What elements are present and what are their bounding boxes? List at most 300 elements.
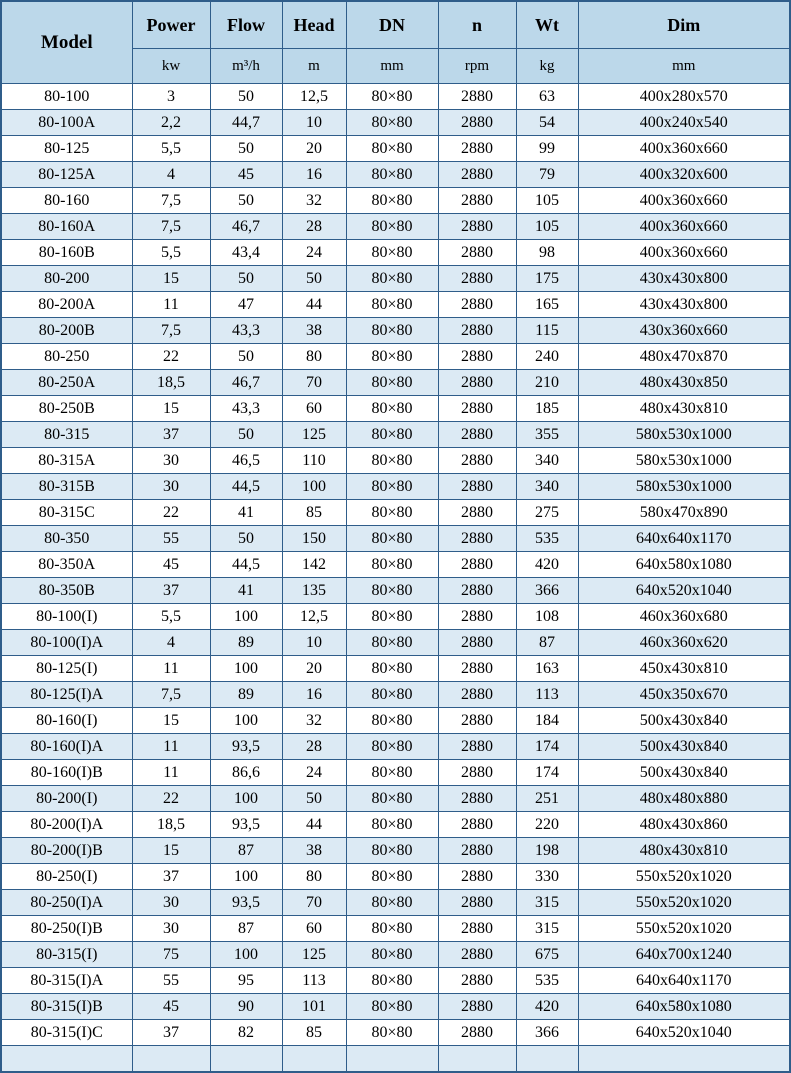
cell-wt: 108 <box>516 604 578 630</box>
cell-model: 80-350B <box>1 578 132 604</box>
cell-model: 80-315(I)A <box>1 968 132 994</box>
cell-dn: 80×80 <box>346 448 438 474</box>
cell-dn: 80×80 <box>346 942 438 968</box>
cell-dn: 80×80 <box>346 422 438 448</box>
cell-power: 45 <box>132 994 210 1020</box>
cell-head: 70 <box>282 370 346 396</box>
cell-head: 50 <box>282 266 346 292</box>
cell-model: 80-125A <box>1 162 132 188</box>
cell-dn: 80×80 <box>346 552 438 578</box>
cell-wt: 87 <box>516 630 578 656</box>
cell-head: 85 <box>282 500 346 526</box>
cell-flow: 93,5 <box>210 734 282 760</box>
table-row <box>1 526 790 552</box>
cell-n: 2880 <box>438 916 516 942</box>
cell-flow: 47 <box>210 292 282 318</box>
cell-model: 80-160A <box>1 214 132 240</box>
cell-head: 20 <box>282 136 346 162</box>
cell-dn: 80×80 <box>346 916 438 942</box>
cell-dim: 640x580x1080 <box>578 552 790 578</box>
cell-dn: 80×80 <box>346 812 438 838</box>
cell-head: 113 <box>282 968 346 994</box>
cell-flow: 46,7 <box>210 370 282 396</box>
cell-dn: 80×80 <box>346 734 438 760</box>
table-row <box>1 474 790 500</box>
cell-model: 80-200B <box>1 318 132 344</box>
cell-dim: 640x520x1040 <box>578 1020 790 1046</box>
cell-head: 28 <box>282 214 346 240</box>
table-row <box>1 266 790 292</box>
cell-n: 2880 <box>438 474 516 500</box>
cell-dim: 400x320x600 <box>578 162 790 188</box>
cell-head: 32 <box>282 188 346 214</box>
table-row <box>1 214 790 240</box>
cell-head: 24 <box>282 760 346 786</box>
cell-n: 2880 <box>438 630 516 656</box>
cell-head <box>282 1046 346 1073</box>
cell-model: 80-250(I)B <box>1 916 132 942</box>
table-row <box>1 188 790 214</box>
cell-dim: 550x520x1020 <box>578 890 790 916</box>
cell-power: 11 <box>132 656 210 682</box>
cell-dn: 80×80 <box>346 786 438 812</box>
unit-header-dn: mm <box>346 49 438 84</box>
cell-wt: 163 <box>516 656 578 682</box>
cell-power: 11 <box>132 760 210 786</box>
cell-flow: 45 <box>210 162 282 188</box>
unit-header-wt: kg <box>516 49 578 84</box>
cell-wt: 315 <box>516 890 578 916</box>
cell-head: 24 <box>282 240 346 266</box>
cell-head: 28 <box>282 734 346 760</box>
cell-head: 12,5 <box>282 604 346 630</box>
cell-power: 37 <box>132 1020 210 1046</box>
cell-power: 15 <box>132 396 210 422</box>
table-row <box>1 84 790 110</box>
cell-dim: 400x360x660 <box>578 214 790 240</box>
cell-model: 80-315A <box>1 448 132 474</box>
table-row <box>1 1046 790 1073</box>
cell-model: 80-100 <box>1 84 132 110</box>
cell-dn: 80×80 <box>346 526 438 552</box>
cell-dim: 400x280x570 <box>578 84 790 110</box>
cell-head: 50 <box>282 786 346 812</box>
cell-wt: 275 <box>516 500 578 526</box>
cell-n: 2880 <box>438 734 516 760</box>
cell-model: 80-160(I)B <box>1 760 132 786</box>
cell-wt: 165 <box>516 292 578 318</box>
cell-flow: 50 <box>210 188 282 214</box>
cell-flow: 93,5 <box>210 812 282 838</box>
cell-flow: 41 <box>210 578 282 604</box>
cell-head: 60 <box>282 396 346 422</box>
cell-dim: 480x430x810 <box>578 838 790 864</box>
cell-power: 7,5 <box>132 682 210 708</box>
cell-dim: 500x430x840 <box>578 734 790 760</box>
cell-n: 2880 <box>438 370 516 396</box>
cell-dim: 400x240x540 <box>578 110 790 136</box>
cell-power: 45 <box>132 552 210 578</box>
cell-dn: 80×80 <box>346 344 438 370</box>
cell-dn: 80×80 <box>346 838 438 864</box>
cell-flow: 86,6 <box>210 760 282 786</box>
cell-power: 4 <box>132 162 210 188</box>
cell-n: 2880 <box>438 344 516 370</box>
cell-head: 101 <box>282 994 346 1020</box>
cell-wt: 79 <box>516 162 578 188</box>
cell-power: 2,2 <box>132 110 210 136</box>
cell-power: 15 <box>132 708 210 734</box>
column-header-power: Power <box>132 1 210 49</box>
cell-n: 2880 <box>438 656 516 682</box>
cell-dim: 400x360x660 <box>578 136 790 162</box>
cell-wt: 175 <box>516 266 578 292</box>
table-row <box>1 942 790 968</box>
cell-wt: 535 <box>516 526 578 552</box>
cell-model: 80-250(I) <box>1 864 132 890</box>
header-row-labels <box>1 1 790 49</box>
cell-model: 80-250A <box>1 370 132 396</box>
cell-n: 2880 <box>438 448 516 474</box>
cell-model <box>1 1046 132 1073</box>
column-header-flow: Flow <box>210 1 282 49</box>
cell-head: 38 <box>282 838 346 864</box>
cell-flow: 100 <box>210 708 282 734</box>
cell-model: 80-100(I)A <box>1 630 132 656</box>
table-row <box>1 162 790 188</box>
table-row <box>1 448 790 474</box>
cell-model: 80-125(I) <box>1 656 132 682</box>
cell-model: 80-100(I) <box>1 604 132 630</box>
cell-flow: 87 <box>210 916 282 942</box>
cell-dn: 80×80 <box>346 240 438 266</box>
cell-dim: 460x360x620 <box>578 630 790 656</box>
cell-wt: 174 <box>516 734 578 760</box>
cell-n: 2880 <box>438 266 516 292</box>
cell-wt: 675 <box>516 942 578 968</box>
column-header-dim: Dim <box>578 1 790 49</box>
cell-model: 80-315(I)B <box>1 994 132 1020</box>
cell-wt: 330 <box>516 864 578 890</box>
cell-head: 100 <box>282 474 346 500</box>
cell-model: 80-315C <box>1 500 132 526</box>
cell-model: 80-350 <box>1 526 132 552</box>
cell-power: 22 <box>132 344 210 370</box>
cell-head: 32 <box>282 708 346 734</box>
cell-n: 2880 <box>438 760 516 786</box>
table-row <box>1 396 790 422</box>
table-row <box>1 994 790 1020</box>
cell-dim: 400x360x660 <box>578 240 790 266</box>
cell-dim: 640x640x1170 <box>578 968 790 994</box>
cell-head: 110 <box>282 448 346 474</box>
cell-flow: 100 <box>210 656 282 682</box>
cell-flow: 50 <box>210 526 282 552</box>
cell-n: 2880 <box>438 396 516 422</box>
cell-wt: 210 <box>516 370 578 396</box>
cell-dn: 80×80 <box>346 656 438 682</box>
cell-dim: 430x430x800 <box>578 292 790 318</box>
cell-dim: 550x520x1020 <box>578 864 790 890</box>
table-body <box>1 84 790 1073</box>
cell-dim: 480x480x880 <box>578 786 790 812</box>
table-row <box>1 734 790 760</box>
cell-flow: 46,7 <box>210 214 282 240</box>
cell-flow: 100 <box>210 864 282 890</box>
cell-dn: 80×80 <box>346 318 438 344</box>
cell-dn: 80×80 <box>346 136 438 162</box>
cell-wt: 185 <box>516 396 578 422</box>
cell-head: 44 <box>282 812 346 838</box>
cell-model: 80-160B <box>1 240 132 266</box>
cell-n: 2880 <box>438 214 516 240</box>
cell-power: 37 <box>132 422 210 448</box>
table-row <box>1 968 790 994</box>
cell-dn: 80×80 <box>346 396 438 422</box>
cell-flow: 43,3 <box>210 318 282 344</box>
cell-dn: 80×80 <box>346 604 438 630</box>
cell-power: 4 <box>132 630 210 656</box>
cell-head: 70 <box>282 890 346 916</box>
cell-head: 10 <box>282 110 346 136</box>
cell-dim: 480x430x810 <box>578 396 790 422</box>
cell-dim: 480x430x860 <box>578 812 790 838</box>
cell-wt: 63 <box>516 84 578 110</box>
cell-dim: 640x700x1240 <box>578 942 790 968</box>
cell-model: 80-125 <box>1 136 132 162</box>
cell-flow: 50 <box>210 84 282 110</box>
cell-flow: 44,5 <box>210 474 282 500</box>
cell-wt: 315 <box>516 916 578 942</box>
cell-power: 5,5 <box>132 240 210 266</box>
cell-flow: 44,5 <box>210 552 282 578</box>
cell-dim: 500x430x840 <box>578 760 790 786</box>
cell-head: 135 <box>282 578 346 604</box>
cell-power: 75 <box>132 942 210 968</box>
table-row <box>1 604 790 630</box>
cell-flow: 89 <box>210 630 282 656</box>
cell-model: 80-315(I) <box>1 942 132 968</box>
cell-n: 2880 <box>438 292 516 318</box>
cell-wt: 115 <box>516 318 578 344</box>
cell-power: 3 <box>132 84 210 110</box>
cell-n: 2880 <box>438 84 516 110</box>
cell-model: 80-200A <box>1 292 132 318</box>
cell-wt: 113 <box>516 682 578 708</box>
cell-n: 2880 <box>438 162 516 188</box>
cell-power: 55 <box>132 968 210 994</box>
cell-dn: 80×80 <box>346 188 438 214</box>
cell-wt: 198 <box>516 838 578 864</box>
cell-dim <box>578 1046 790 1073</box>
cell-dim: 400x360x660 <box>578 188 790 214</box>
cell-n: 2880 <box>438 188 516 214</box>
table-row <box>1 500 790 526</box>
table-header <box>1 1 790 84</box>
table-row <box>1 682 790 708</box>
cell-dim: 640x640x1170 <box>578 526 790 552</box>
table-row <box>1 838 790 864</box>
table-row <box>1 760 790 786</box>
cell-dn: 80×80 <box>346 760 438 786</box>
cell-dn: 80×80 <box>346 292 438 318</box>
cell-n: 2880 <box>438 604 516 630</box>
table-row <box>1 1020 790 1046</box>
table-row <box>1 916 790 942</box>
cell-model: 80-160(I) <box>1 708 132 734</box>
cell-head: 85 <box>282 1020 346 1046</box>
cell-n: 2880 <box>438 578 516 604</box>
cell-power: 22 <box>132 786 210 812</box>
cell-n: 2880 <box>438 526 516 552</box>
cell-model: 80-125(I)A <box>1 682 132 708</box>
cell-dn: 80×80 <box>346 110 438 136</box>
cell-dim: 430x430x800 <box>578 266 790 292</box>
cell-dim: 430x360x660 <box>578 318 790 344</box>
table-row <box>1 292 790 318</box>
cell-wt: 420 <box>516 994 578 1020</box>
cell-dim: 580x530x1000 <box>578 448 790 474</box>
cell-dn: 80×80 <box>346 266 438 292</box>
cell-model: 80-200(I)A <box>1 812 132 838</box>
cell-dim: 480x470x870 <box>578 344 790 370</box>
cell-power: 11 <box>132 734 210 760</box>
cell-n: 2880 <box>438 812 516 838</box>
table-row <box>1 708 790 734</box>
cell-wt: 105 <box>516 214 578 240</box>
cell-flow: 93,5 <box>210 890 282 916</box>
cell-wt: 366 <box>516 578 578 604</box>
cell-head: 150 <box>282 526 346 552</box>
cell-flow: 50 <box>210 344 282 370</box>
cell-wt <box>516 1046 578 1073</box>
cell-model: 80-315B <box>1 474 132 500</box>
cell-power: 30 <box>132 448 210 474</box>
cell-power: 55 <box>132 526 210 552</box>
cell-flow: 100 <box>210 786 282 812</box>
cell-model: 80-250(I)A <box>1 890 132 916</box>
cell-power: 11 <box>132 292 210 318</box>
cell-dn <box>346 1046 438 1073</box>
cell-dn: 80×80 <box>346 708 438 734</box>
cell-dn: 80×80 <box>346 84 438 110</box>
cell-dim: 450x430x810 <box>578 656 790 682</box>
cell-dim: 460x360x680 <box>578 604 790 630</box>
cell-model: 80-350A <box>1 552 132 578</box>
table-row <box>1 344 790 370</box>
cell-n: 2880 <box>438 110 516 136</box>
cell-model: 80-200(I) <box>1 786 132 812</box>
cell-flow: 100 <box>210 604 282 630</box>
cell-dim: 640x520x1040 <box>578 578 790 604</box>
cell-model: 80-100A <box>1 110 132 136</box>
cell-dn: 80×80 <box>346 630 438 656</box>
table-row <box>1 656 790 682</box>
cell-n: 2880 <box>438 968 516 994</box>
cell-dn: 80×80 <box>346 214 438 240</box>
cell-power: 5,5 <box>132 604 210 630</box>
cell-model: 80-315(I)C <box>1 1020 132 1046</box>
cell-dim: 580x530x1000 <box>578 474 790 500</box>
cell-model: 80-200(I)B <box>1 838 132 864</box>
cell-flow: 95 <box>210 968 282 994</box>
cell-wt: 174 <box>516 760 578 786</box>
cell-power: 22 <box>132 500 210 526</box>
cell-n: 2880 <box>438 864 516 890</box>
cell-dn: 80×80 <box>346 474 438 500</box>
cell-power: 18,5 <box>132 370 210 396</box>
cell-head: 125 <box>282 942 346 968</box>
cell-dn: 80×80 <box>346 1020 438 1046</box>
cell-power <box>132 1046 210 1073</box>
cell-wt: 366 <box>516 1020 578 1046</box>
cell-flow: 41 <box>210 500 282 526</box>
cell-wt: 420 <box>516 552 578 578</box>
cell-wt: 355 <box>516 422 578 448</box>
unit-header-head: m <box>282 49 346 84</box>
cell-flow: 87 <box>210 838 282 864</box>
cell-wt: 251 <box>516 786 578 812</box>
cell-flow: 100 <box>210 942 282 968</box>
cell-dim: 450x350x670 <box>578 682 790 708</box>
column-header-wt: Wt <box>516 1 578 49</box>
cell-head: 60 <box>282 916 346 942</box>
cell-power: 18,5 <box>132 812 210 838</box>
cell-power: 7,5 <box>132 214 210 240</box>
table-row <box>1 552 790 578</box>
column-header-head: Head <box>282 1 346 49</box>
cell-flow: 82 <box>210 1020 282 1046</box>
column-header-model: Model <box>1 1 132 84</box>
table-row <box>1 864 790 890</box>
cell-flow: 50 <box>210 422 282 448</box>
cell-head: 80 <box>282 344 346 370</box>
cell-wt: 98 <box>516 240 578 266</box>
cell-head: 16 <box>282 162 346 188</box>
cell-power: 30 <box>132 916 210 942</box>
cell-flow: 46,5 <box>210 448 282 474</box>
cell-dn: 80×80 <box>346 370 438 396</box>
cell-n: 2880 <box>438 838 516 864</box>
cell-power: 5,5 <box>132 136 210 162</box>
cell-dn: 80×80 <box>346 968 438 994</box>
cell-head: 16 <box>282 682 346 708</box>
table-row <box>1 578 790 604</box>
cell-n: 2880 <box>438 500 516 526</box>
table-row <box>1 786 790 812</box>
table-row <box>1 890 790 916</box>
cell-dim: 500x430x840 <box>578 708 790 734</box>
cell-model: 80-200 <box>1 266 132 292</box>
table-row <box>1 812 790 838</box>
cell-wt: 535 <box>516 968 578 994</box>
cell-power: 15 <box>132 838 210 864</box>
cell-model: 80-250 <box>1 344 132 370</box>
cell-n: 2880 <box>438 318 516 344</box>
table-row <box>1 318 790 344</box>
cell-head: 142 <box>282 552 346 578</box>
cell-wt: 340 <box>516 474 578 500</box>
cell-n: 2880 <box>438 552 516 578</box>
cell-flow: 43,3 <box>210 396 282 422</box>
table-row <box>1 110 790 136</box>
cell-flow: 44,7 <box>210 110 282 136</box>
cell-dn: 80×80 <box>346 890 438 916</box>
cell-power: 15 <box>132 266 210 292</box>
cell-head: 44 <box>282 292 346 318</box>
cell-wt: 99 <box>516 136 578 162</box>
table-row <box>1 370 790 396</box>
